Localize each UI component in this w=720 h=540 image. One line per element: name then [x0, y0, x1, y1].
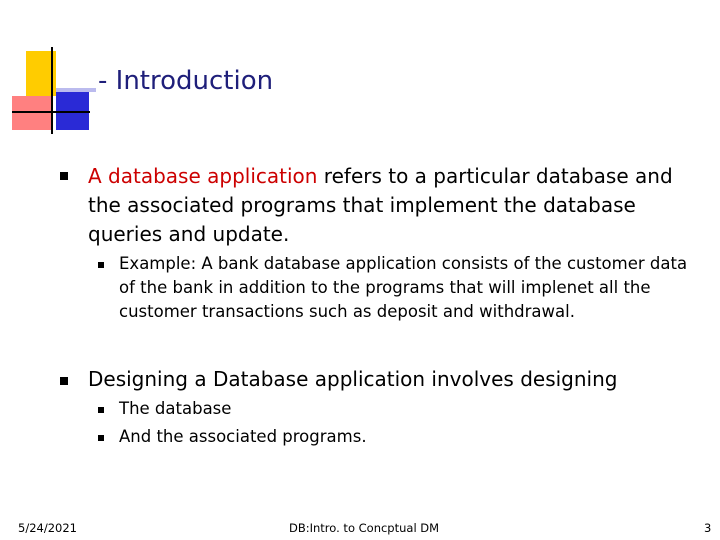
- bullet-1-text: [88, 162, 688, 249]
- logo-vertical-line: [51, 47, 53, 134]
- bullet-2-text: Designing a Database application involves designing: [88, 367, 618, 391]
- corner-logo-icon: [0, 0, 100, 135]
- bullet-1-body: refers to a particular database and the associated programs that implement the database queries and update.: [88, 164, 673, 246]
- bullet-2-sub-2: And the associated programs.: [119, 427, 367, 446]
- logo-fade-bar: [56, 88, 96, 92]
- logo-red-square: [12, 96, 52, 130]
- slide-title: - Introduction: [98, 66, 274, 96]
- bullet-2-sub-1: The database: [119, 399, 232, 418]
- sub-bullet-square-icon: [98, 407, 104, 413]
- bullet-square-icon: [60, 172, 68, 180]
- bullet-1-term: A database application: [88, 164, 318, 188]
- sub-bullet-square-icon: [98, 435, 104, 441]
- page-number: 3: [704, 521, 712, 535]
- bullet-square-icon: [60, 377, 68, 385]
- footer-course-title: DB:Intro. to Concptual DM: [289, 521, 440, 535]
- sub-bullet-square-icon: [98, 262, 104, 268]
- footer-date: 5/24/2021: [18, 521, 77, 535]
- bullet-1-sub-1: Example: A bank database application consists of the customer data of the bank in addition to the programs that will implenet all the customer transactions such as deposit and withdrawal.: [119, 254, 688, 321]
- logo-horizontal-line: [12, 111, 90, 113]
